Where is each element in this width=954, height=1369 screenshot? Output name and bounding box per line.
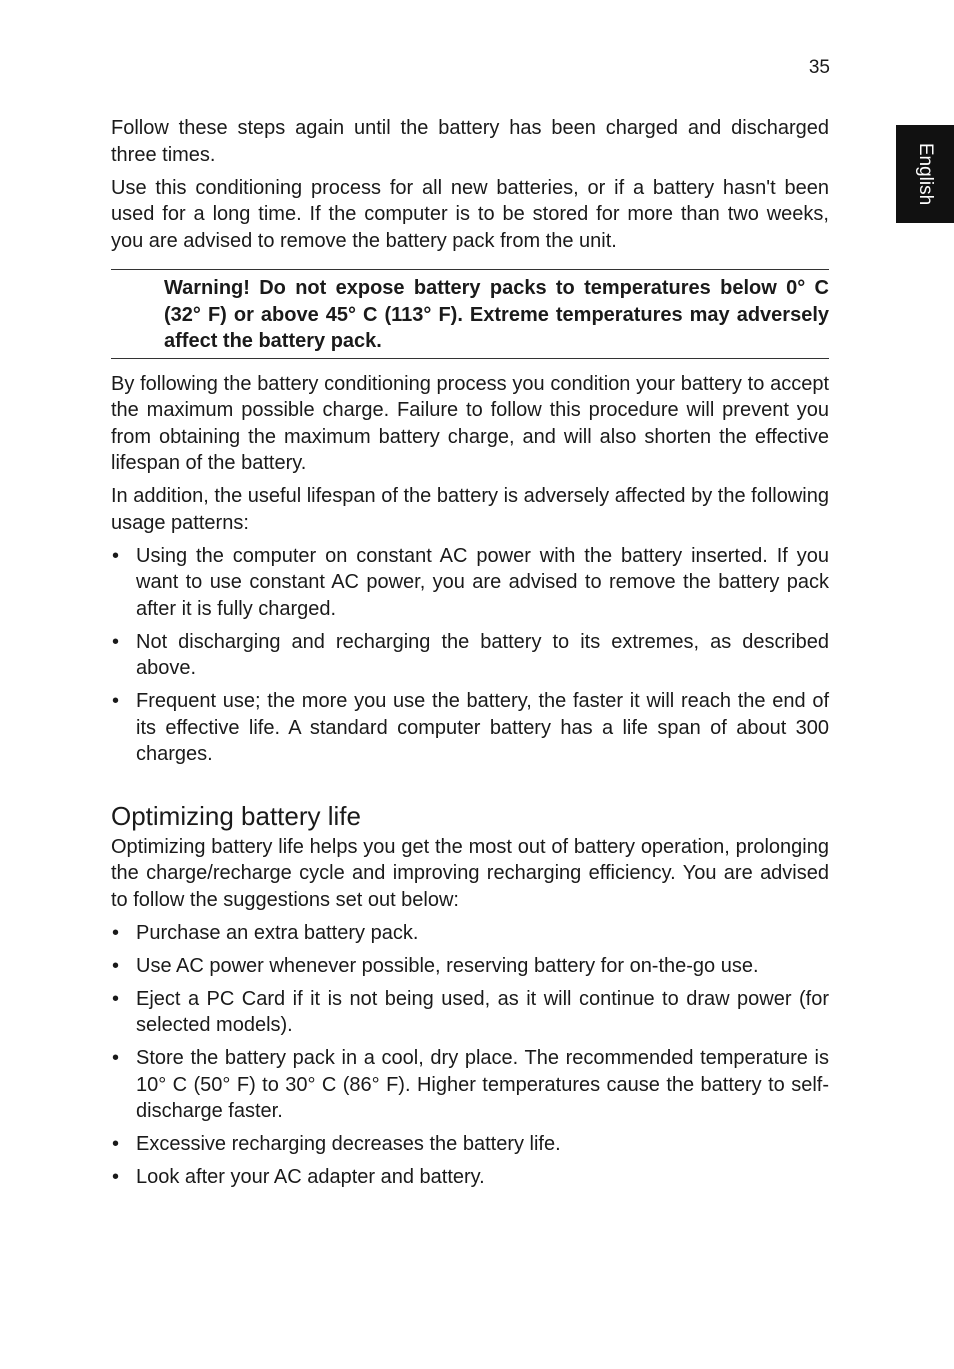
warning-text: Warning! Do not expose battery packs to temperatures below 0° C (32° F) or above 45° C (113° F). Extreme temperatures may adversely affect the battery pack. bbox=[164, 277, 829, 352]
page-number: 35 bbox=[808, 57, 830, 78]
list-item-text: Excessive recharging decreases the battery life. bbox=[136, 1133, 561, 1155]
bullet-icon: • bbox=[112, 987, 120, 1010]
list-item-text: Eject a PC Card if it is not being used, as it will continue to draw power (for selected models). bbox=[136, 987, 829, 1036]
list-item-text: Purchase an extra battery pack. bbox=[136, 921, 419, 944]
language-side-tab-label: English bbox=[915, 142, 936, 206]
bullet-icon: • bbox=[112, 954, 120, 977]
list-item-text: Store the battery pack in a cool, dry place. The recommended temperature is 10° C (50° F) to 30° C (86° F). Higher temperatures cause the battery to self-discharge faster. bbox=[136, 1047, 829, 1122]
bullet-icon: • bbox=[112, 630, 120, 653]
language-side-tab bbox=[896, 125, 954, 223]
bullet-icon: • bbox=[112, 1133, 120, 1155]
list-item-text: Look after your AC adapter and battery. bbox=[136, 1166, 485, 1188]
section-heading-optimizing: Optimizing battery life bbox=[111, 800, 361, 831]
conditioning-paragraph-usage-patterns: In addition, the useful lifespan of the battery is adversely affected by the following usage patterns: bbox=[111, 485, 829, 534]
list-item bbox=[111, 1045, 829, 1125]
conditioning-paragraph-benefit: By following the battery conditioning process you condition your battery to accept the maximum possible charge. Failure to follow this procedure will prevent you from obtaining the maximum battery charge, and will also shorten the effective lifespan of the battery. bbox=[111, 372, 829, 474]
list-item bbox=[111, 920, 829, 947]
bullet-icon: • bbox=[112, 1047, 120, 1069]
list-item bbox=[111, 953, 829, 980]
list-item-text: Not discharging and recharging the battery to its extremes, as described above. bbox=[136, 630, 829, 679]
list-item bbox=[111, 986, 829, 1039]
warning-box bbox=[111, 269, 829, 359]
list-item bbox=[111, 543, 829, 623]
list-item bbox=[111, 1164, 829, 1191]
bullet-icon: • bbox=[112, 690, 120, 712]
optimizing-suggestions-list bbox=[111, 920, 829, 1191]
page-content bbox=[111, 115, 829, 1197]
list-item bbox=[111, 1131, 829, 1158]
list-item-text: Use AC power whenever possible, reserving battery for on-the-go use. bbox=[136, 954, 759, 977]
usage-patterns-list bbox=[111, 543, 829, 768]
intro-paragraph-conditioning-use: Use this conditioning process for all new batteries, or if a battery hasn't been used for a long time. If the computer is to be stored for more than two weeks, you are advised to remove the battery pack from the unit. bbox=[111, 176, 829, 252]
bullet-icon: • bbox=[112, 1166, 120, 1188]
list-item bbox=[111, 629, 829, 682]
intro-paragraph-repeat-steps: Follow these steps again until the battery has been charged and discharged three times. bbox=[111, 117, 829, 166]
bullet-icon: • bbox=[112, 921, 120, 944]
list-item bbox=[111, 688, 829, 768]
optimizing-intro-paragraph: Optimizing battery life helps you get the most out of battery operation, prolonging the charge/recharge cycle and improving recharging efficiency. You are advised to follow the suggestions set out below: bbox=[111, 835, 829, 911]
list-item-text: Using the computer on constant AC power with the battery inserted. If you want to use constant AC power, you are advised to remove the battery pack after it is fully charged. bbox=[136, 544, 829, 620]
list-item-text: Frequent use; the more you use the battery, the faster it will reach the end of its effective life. A standard computer battery has a life span of about 300 charges. bbox=[136, 690, 829, 765]
bullet-icon: • bbox=[112, 544, 120, 567]
